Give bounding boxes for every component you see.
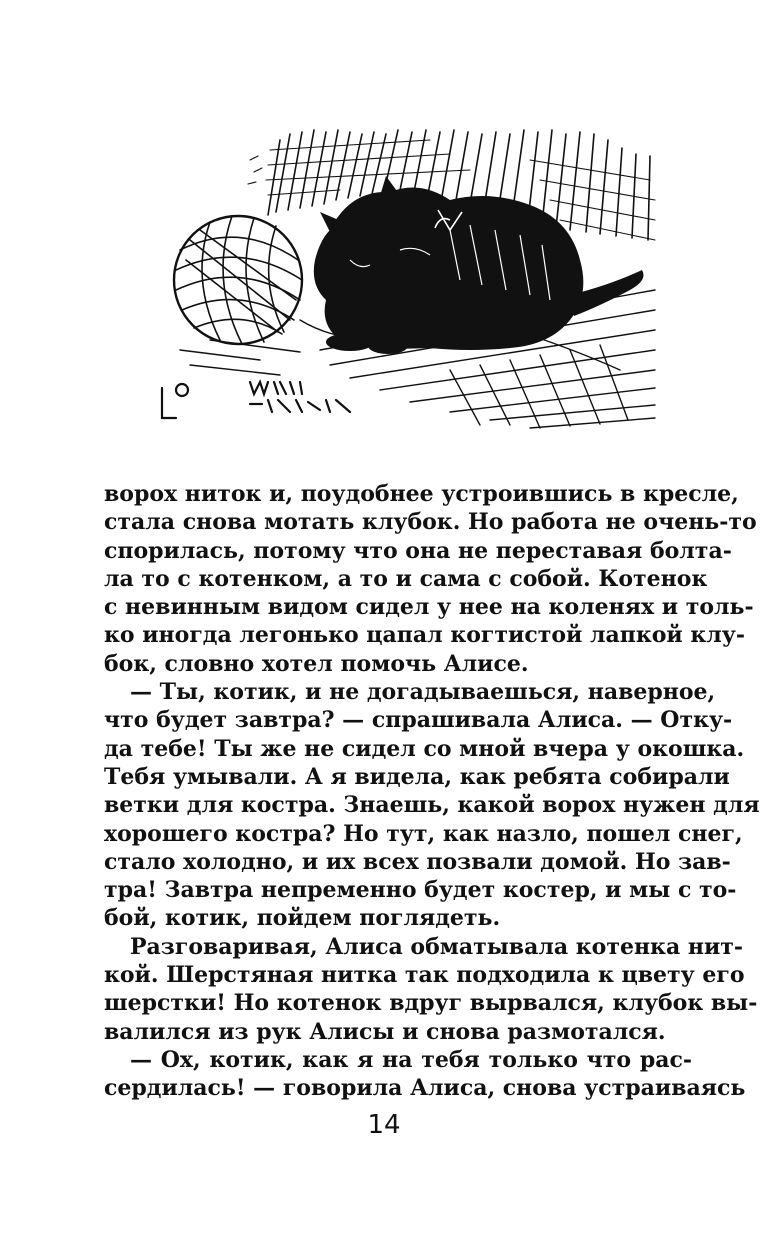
text-line: с невинным видом сидел у нее на коленях и толь- <box>104 594 754 621</box>
text-line: Тебя умывали. А я видела, как ребята собирали <box>104 763 730 790</box>
text-line: стало холодно, и их всех позвали домой. Но зав- <box>104 848 731 875</box>
text-line: ворох ниток и, поудобнее устроившись в кресле, <box>104 481 739 507</box>
text-line: стала снова мотать клубок. Но работа не очень-то <box>104 509 757 536</box>
text-line: ла то с котенком, а то и сама с собой. Котенок <box>104 565 708 592</box>
text-line: бок, словно хотел помочь Алисе. <box>104 650 529 677</box>
page-number: 14 <box>367 1110 401 1140</box>
body-text <box>104 480 760 1103</box>
kitten-illustration <box>150 120 665 440</box>
text-line: тра! Завтра непременно будет костер, и мы с то- <box>104 877 737 904</box>
text-line: бой, котик, пойдем поглядеть. <box>104 905 501 932</box>
text-line: хорошего костра? Но тут, как назло, пошел снег, <box>104 820 743 847</box>
text-line: — Ох, котик, как я на тебя только что рас- <box>130 1046 692 1073</box>
text-line: ветки для костра. Знаешь, какой ворох нужен для <box>104 792 760 819</box>
text-line: шерстки! Но котенок вдруг вырвался, клубок вы- <box>104 990 758 1017</box>
text-line: Разговаривая, Алиса обматывала котенка нит- <box>130 933 744 960</box>
text-line: спорилась, потому что она не переставая болта- <box>104 537 732 564</box>
kitten-with-yarn-ball-engraving-icon <box>150 120 665 440</box>
text-line: сердилась! — говорила Алиса, снова устраиваясь <box>104 1075 746 1102</box>
text-line: валился из рук Алисы и снова размотался. <box>104 1018 666 1045</box>
text-line: что будет завтра? — спрашивала Алиса. — Отку- <box>104 707 733 734</box>
text-line: кой. Шерстяная нитка так подходила к цвету его <box>104 962 745 989</box>
text-line: да тебе! Ты же не сидел со мной вчера у окошка. <box>104 735 745 762</box>
text-line: ко иногда легонько цапал когтистой лапкой клу- <box>104 622 746 649</box>
text-line: — Ты, котик, и не догадываешься, наверное, <box>130 679 716 706</box>
